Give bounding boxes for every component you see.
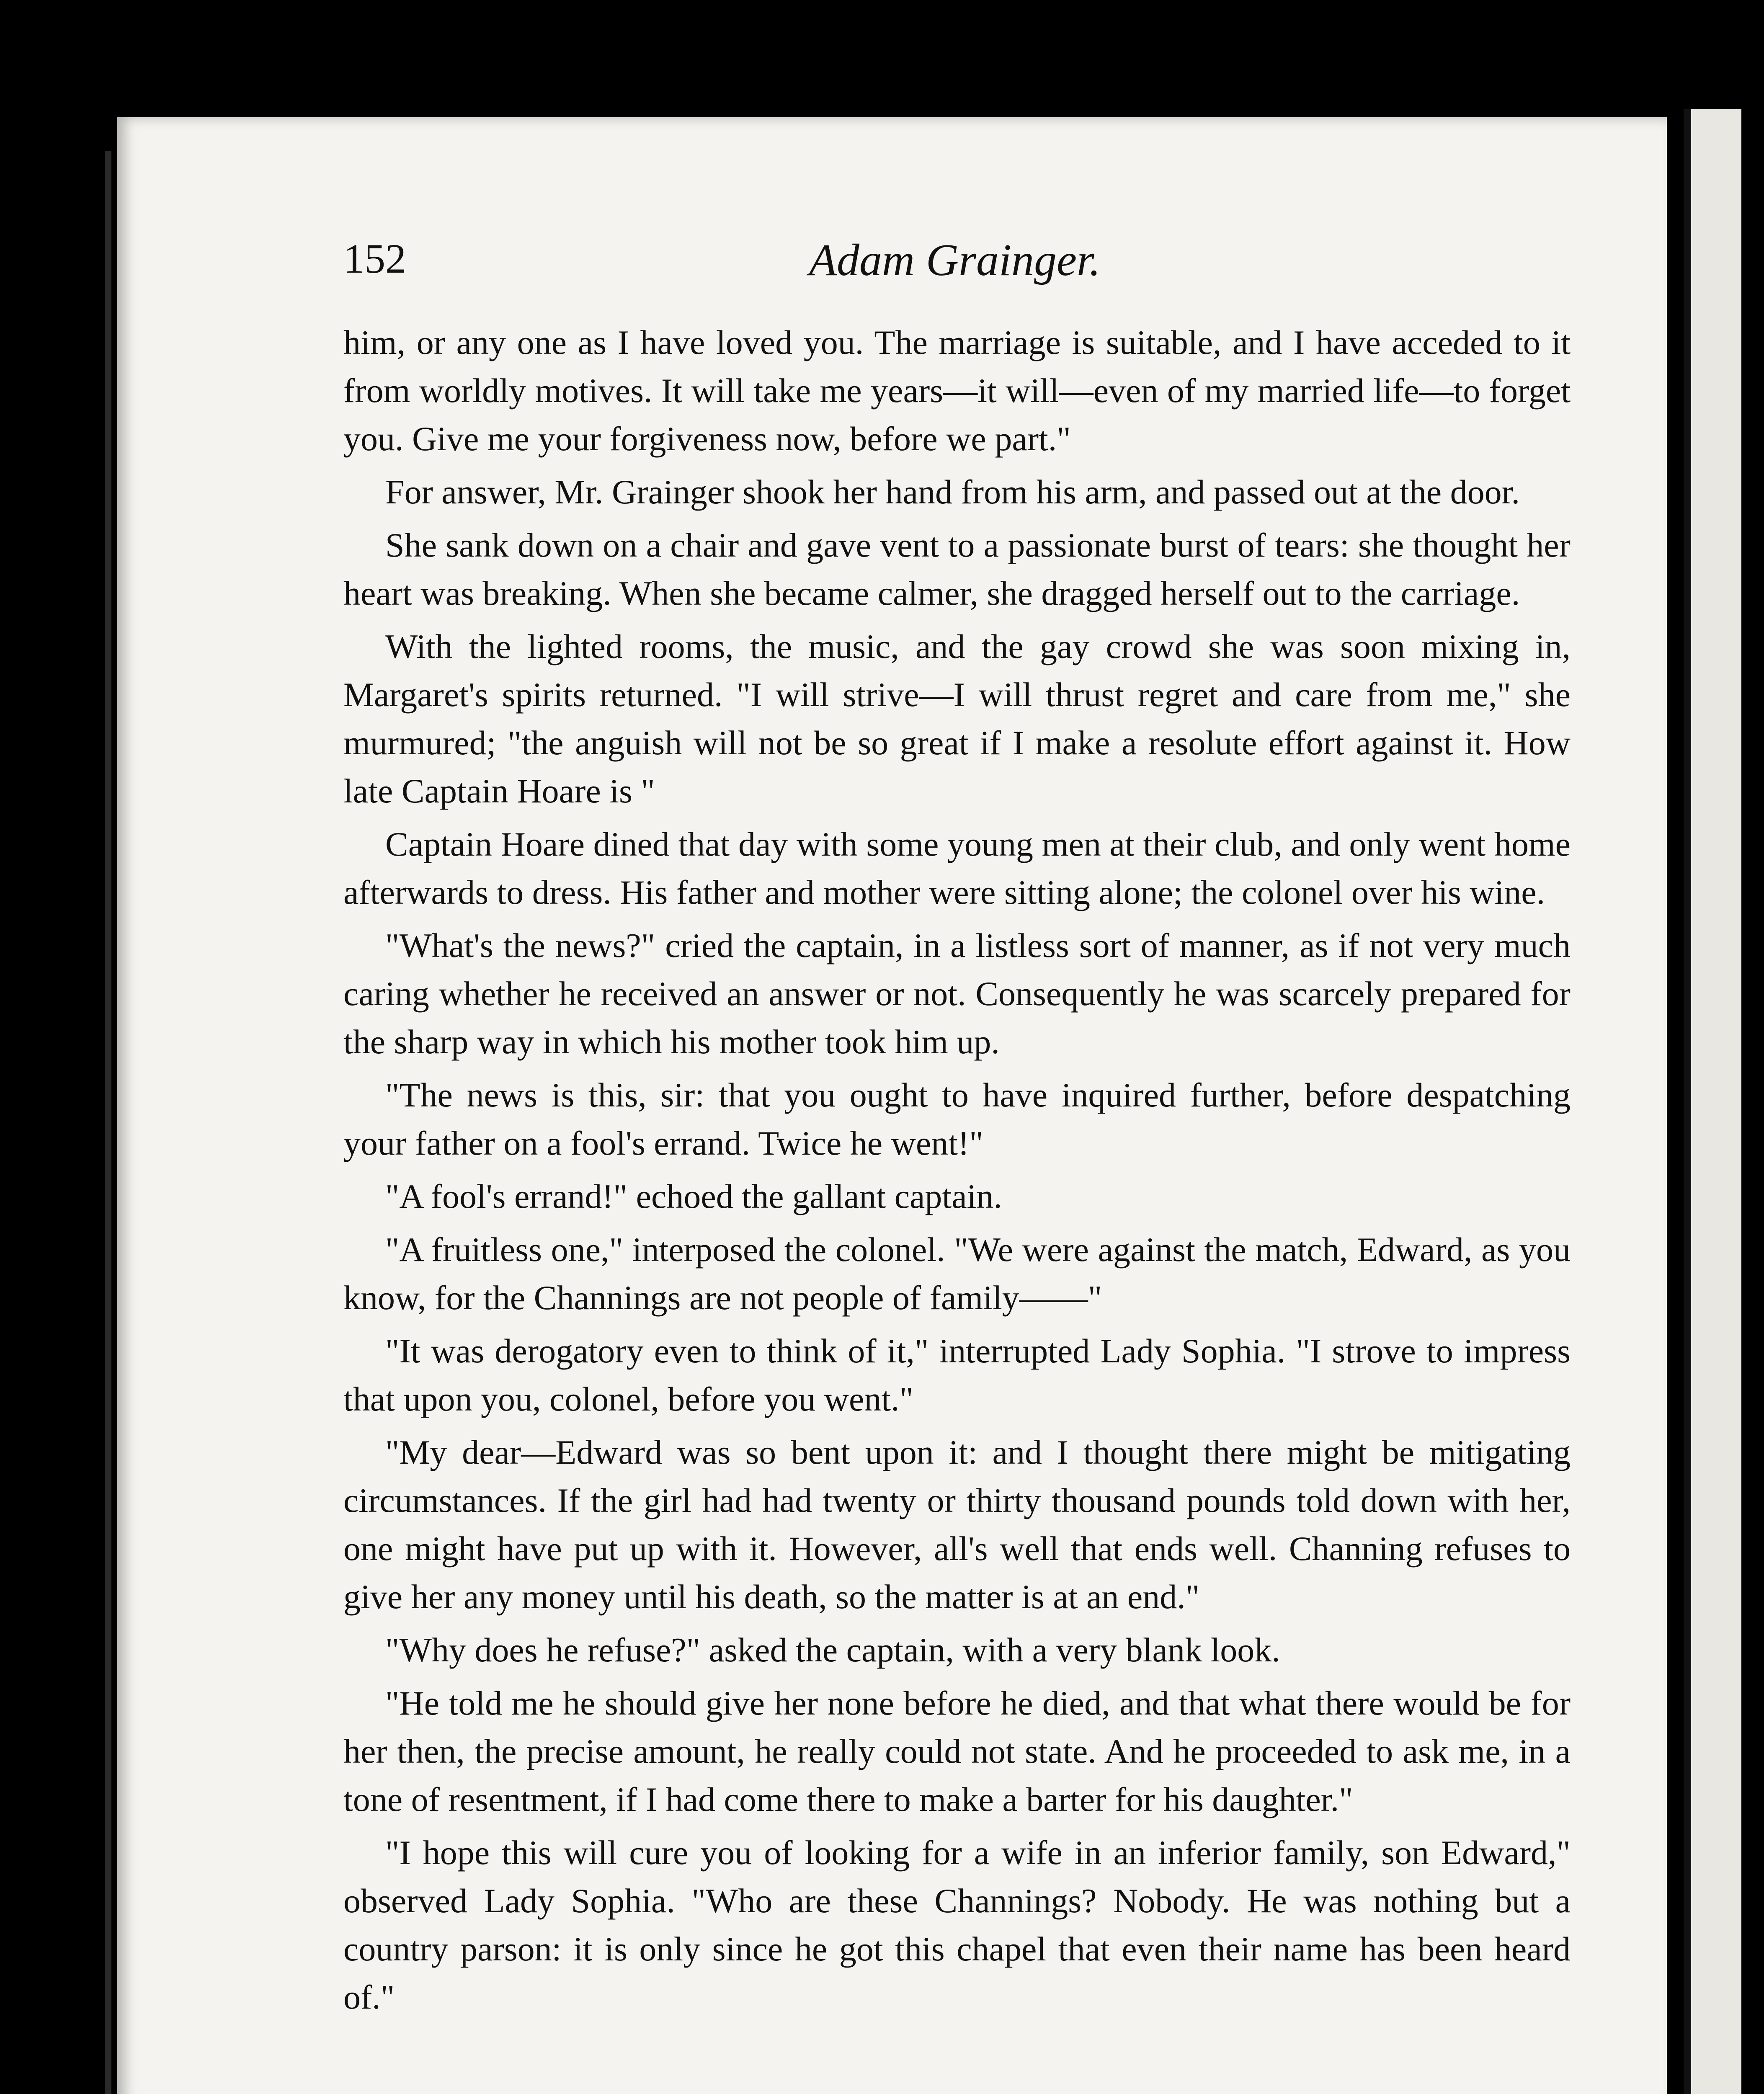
running-title: Adam Grainger. <box>809 235 1101 285</box>
paragraph: For answer, Mr. Grainger shook her hand from his arm, and passed out at the door. <box>385 473 1520 511</box>
paragraph: "What's the news?" cried the captain, in a listless sort of manner, as if not very much caring whether he received an answer or not. Consequently he was scarcely prepared for the sharp way in which his mother took him up. <box>343 926 1571 1061</box>
paragraph: "A fool's errand!" echoed the gallant captain. <box>385 1177 1002 1215</box>
body-text <box>343 318 1571 2026</box>
book-binding-edge <box>105 151 111 2094</box>
paragraph: She sank down on a chair and gave vent to a passionate burst of tears: she thought her heart was breaking. When she became calmer, she dragged herself out to the carriage. <box>343 526 1571 612</box>
page-header <box>343 235 1566 302</box>
paragraph: "A fruitless one," interposed the colonel. "We were against the match, Edward, as you know, for the Channings are not people of family——" <box>343 1230 1571 1317</box>
paragraph: "My dear—Edward was so bent upon it: and I thought there might be mitigating circumstances. If the girl had had twenty or thirty thousand pounds told down with her, one might have put up with it. However, all's well that ends well. Channing refuses to give her any money until his death, so the matter is at an end." <box>343 1433 1571 1616</box>
paragraph: "The news is this, sir: that you ought to have inquired further, before despatching your father on a fool's errand. Twice he went!" <box>343 1076 1571 1162</box>
paragraph: "It was derogatory even to think of it," interrupted Lady Sophia. "I strove to impress that upon you, colonel, before you went." <box>343 1332 1571 1418</box>
paragraph: "I hope this will cure you of looking for a wife in an inferior family, son Edward," observed Lady Sophia. "Who are these Channings? Nobody. He was nothing but a country parson: it is only since he got this chapel that even their name has been heard of." <box>343 1834 1571 2016</box>
page-number: 152 <box>343 235 406 282</box>
facing-page-edge <box>1684 109 1741 2094</box>
paragraph: "He told me he should give her none before he died, and that what there would be for her then, the precise amount, he really could not state. And he proceeded to ask me, in a tone of resentment, if I had come there to make a barter for his daughter." <box>343 1684 1571 1818</box>
paragraph: Captain Hoare dined that day with some young men at their club, and only went home afterwards to dress. His father and mother were sitting alone; the colonel over his wine. <box>343 825 1571 911</box>
paragraph: "Why does he refuse?" asked the captain, with a very blank look. <box>385 1631 1280 1669</box>
paragraph: With the lighted rooms, the music, and the gay crowd she was soon mixing in, Margaret's spirits returned. "I will strive—I will thrust regret and care from me," she murmured; "the anguish will not be so great if I make a resolute effort against it. How late Captain Hoare is " <box>343 627 1571 810</box>
paragraph: him, or any one as I have loved you. The marriage is suitable, and I have acceded to it from worldly motives. It will take me years—it will—even of my married life—to forget you. Give me your forgiveness now, before we part." <box>343 323 1571 458</box>
